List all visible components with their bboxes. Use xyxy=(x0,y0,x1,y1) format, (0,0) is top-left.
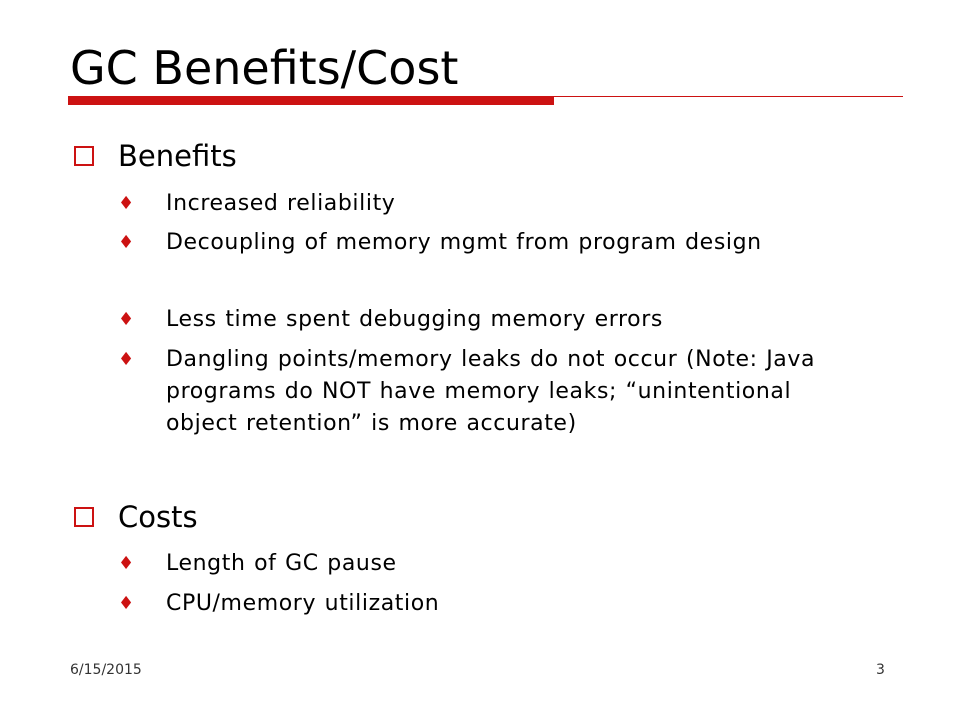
list-item-text: Length of GC pause xyxy=(166,551,397,576)
slide-title: GC Benefits/Cost xyxy=(70,41,459,95)
list-item-text: Decoupling of memory mgmt from program design xyxy=(166,230,762,255)
list-item-text: Increased reliability xyxy=(166,191,396,216)
diamond-bullet-icon: ♦ xyxy=(118,553,135,574)
list-item-text: Dangling points/memory leaks do not occur (Note: Java programs do NOT have memory leaks; “unintentional object retention” is more accurate) xyxy=(166,347,816,436)
diamond-bullet-icon: ♦ xyxy=(118,309,135,330)
section-heading: Benefits xyxy=(118,139,237,173)
diamond-bullet-icon: ♦ xyxy=(118,593,135,614)
diamond-bullet-icon: ♦ xyxy=(118,193,135,214)
section-benefits xyxy=(74,137,237,175)
footer-date: 6/15/2015 xyxy=(70,662,142,678)
diamond-bullet-icon: ♦ xyxy=(118,232,135,253)
section-heading: Costs xyxy=(118,500,198,534)
title-underline-thick xyxy=(68,96,554,105)
diamond-bullet-icon: ♦ xyxy=(118,349,135,370)
section-costs xyxy=(74,498,198,536)
list-item-text: CPU/memory utilization xyxy=(166,591,440,616)
slide-number: 3 xyxy=(876,662,885,678)
list-item-text: Less time spent debugging memory errors xyxy=(166,307,663,332)
hollow-square-bullet-icon xyxy=(74,507,94,527)
hollow-square-bullet-icon xyxy=(74,146,94,166)
